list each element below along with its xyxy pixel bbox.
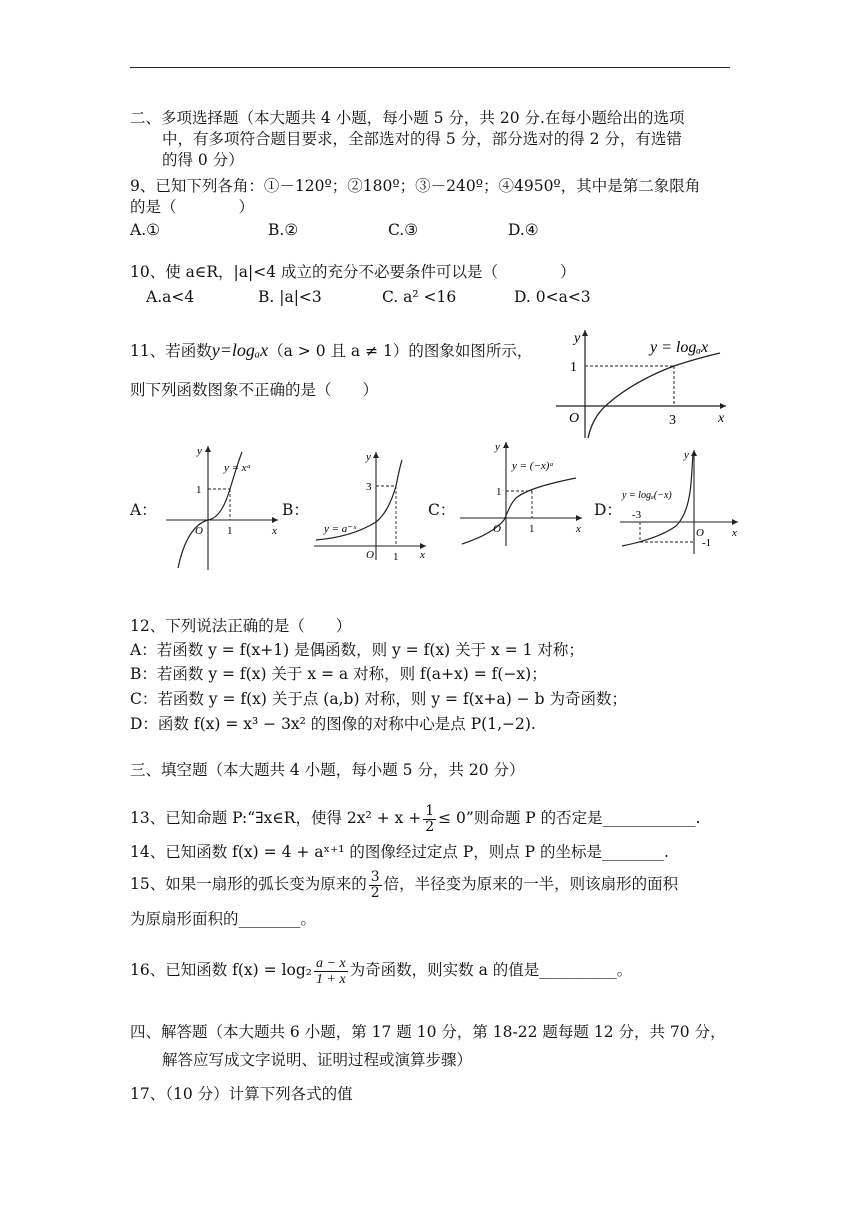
q11-graph-d [618,446,742,556]
q11-graph-b-x-axis: x [420,549,425,561]
q12-option-b: B：若函数 y = f(x) 关于 x = a 对称，则 f(a+x) = f(−x)； [130,665,547,683]
q11-graph-a-y-axis: y [197,445,202,457]
q11-stem-line1 [130,340,532,361]
q10-option-b: B. |a|<3 [258,288,322,306]
q11-main-x-axis: x [718,411,725,426]
q14: 14、已知函数 f(x) = 4 + aˣ⁺¹ 的图像经过定点 P，则点 P 的坐标是________. [130,843,669,861]
q11-graph-a-x-axis: x [272,525,277,537]
section3-heading: 三、填空题（本大题共 4 小题，每小题 5 分，共 20 分） [130,761,525,779]
q9-stem-line2: 的是（ ） [130,198,255,216]
q13-fraction [423,804,436,835]
q11-label-d: D： [594,501,622,519]
q11-graph-d-tick-y: -1 [702,537,712,549]
q11-graph-b-tick-y: 3 [366,481,372,493]
q15-suffix: 倍，半径变为原来的一半，则该扇形的面积 [383,875,679,893]
q11-func: y=logₐx [211,340,269,360]
q11-graph-c-y-axis: y [495,441,500,453]
q10-option-c: C. a² <16 [382,288,457,306]
q11-graph-c-tick-y: 1 [496,486,502,498]
q11-graph-c-x-axis: x [576,523,581,535]
q10-option-d: D. 0<a<3 [514,288,591,306]
q11-graph-c-label: y = (−x)ᵃ [512,460,554,472]
q13-frac-num: 1 [425,802,435,819]
q10-option-a: A.a<4 [146,288,195,306]
q11-graph-d-y-axis: y [684,449,689,461]
q11-graph-a-origin: O [195,525,203,537]
q11-main-origin: O [569,411,580,426]
q11-graph-a-tick-x: 1 [227,525,233,537]
q16-fraction [314,956,348,987]
q11-main-y-tick: 1 [570,360,577,375]
q12-option-a: A：若函数 y = f(x+1) 是偶函数，则 y = f(x) 关于 x = 1 对称； [130,641,584,659]
q11-graph-c-tick-x: 1 [529,523,535,535]
q11-graph-d-origin: O [696,527,704,539]
q11-label-c: C： [428,501,456,519]
q11-graph-d-label: y = logₐ(−x) [622,490,672,501]
q10-stem: 10、使 a∈R，|a|<4 成立的充分不必要条件可以是（ ） [130,263,576,281]
header-rule [130,67,730,68]
q11-graph-c-origin: O [493,523,501,535]
q16-prefix: 16、已知函数 f(x) = log₂ [130,961,312,979]
q13-suffix: ≤ 0”则命题 P 的否定是____________. [438,809,701,827]
q11-graph-d-x-axis: x [732,527,737,539]
q11-label-b: B： [282,501,309,519]
q9-option-a: A.① [130,221,161,239]
q11-graph-b [310,448,430,564]
section2-heading-line1: 二、多项选择题（本大题共 4 小题，每小题 5 分，共 20 分.在每小题给出的选项 [130,109,685,127]
q12-stem: 12、下列说法正确的是（ ） [130,617,352,635]
q11-graph-b-origin: O [366,549,374,561]
section2-heading-line2: 中，有多项符合题目要求，全部选对的得 5 分，部分选对的得 2 分，有选错 [162,130,682,148]
q11-main-y-axis: y [574,331,581,346]
q11-graph-b-label: y = a⁻ˣ [324,523,357,535]
q11-cond: （a > 0 且 a ≠ 1） [268,342,409,360]
q11-graph-b-tick-x: 1 [393,551,399,563]
q15-prefix: 15、如果一扇形的弧长变为原来的 [130,875,367,893]
q11-graph-a-tick-y: 1 [196,484,202,496]
q11-main-x-tick: 3 [669,413,676,428]
q16-frac-den: 1 + x [316,971,346,987]
q16 [130,952,632,988]
section4-heading-line2: 解答应写成文字说明、证明过程或演算步骤） [162,1051,473,1069]
q9-option-c: C.③ [388,221,419,239]
q11-stem-line2: 则下列函数图象不正确的是（ ） [130,381,379,399]
q9-stem-line1: 9、已知下列各角：①－120º；②180º；③－240º；④4950º，其中是第二象限角 [130,177,701,195]
q12-option-c: C：若函数 y = f(x) 关于点 (a,b) 对称，则 y = f(x+a) − b 为奇函数； [130,690,627,708]
q15-line1 [130,866,678,902]
q15-frac-den: 2 [370,884,380,901]
q11-graph-a [164,440,282,572]
q9-option-b: B.② [268,221,299,239]
q11-graph-b-y-axis: y [366,451,371,463]
q9-option-d: D.④ [508,221,539,239]
q11-graph-c [456,438,586,548]
q11-stem-prefix: 11、若函数 [130,342,212,360]
q13 [130,800,701,836]
q11-main-graph [552,322,732,440]
q11-graph-d-tick-x: -3 [632,509,642,521]
q16-frac-num: a − x [316,955,346,971]
q15-frac-num: 3 [370,868,380,885]
q11-graph-a-label: y = xᵃ [224,462,252,474]
q16-suffix: 为奇函数，则实数 a 的值是__________。 [349,961,633,979]
section2-heading-line3: 的得 0 分） [162,151,244,169]
section4-heading-line1: 四、解答题（本大题共 6 小题，第 17 题 10 分，第 18-22 题每题 12 分，共 70 分， [130,1023,726,1041]
q13-frac-den: 2 [425,818,435,835]
q15-line2: 为原扇形面积的________。 [130,910,317,928]
q11-stem-suffix: 的图象如图所示， [408,342,533,360]
q15-fraction [369,870,382,901]
q12-option-d: D：函数 f(x) = x³ − 3x² 的图像的对称中心是点 P(1,−2). [130,715,536,733]
q13-prefix: 13、已知命题 P:“∃x∈R，使得 2x² + x + [130,809,422,827]
q17: 17、（10 分）计算下列各式的值 [130,1085,353,1103]
q11-label-a: A： [130,501,157,519]
q11-main-label: y = logₐx [650,339,709,356]
